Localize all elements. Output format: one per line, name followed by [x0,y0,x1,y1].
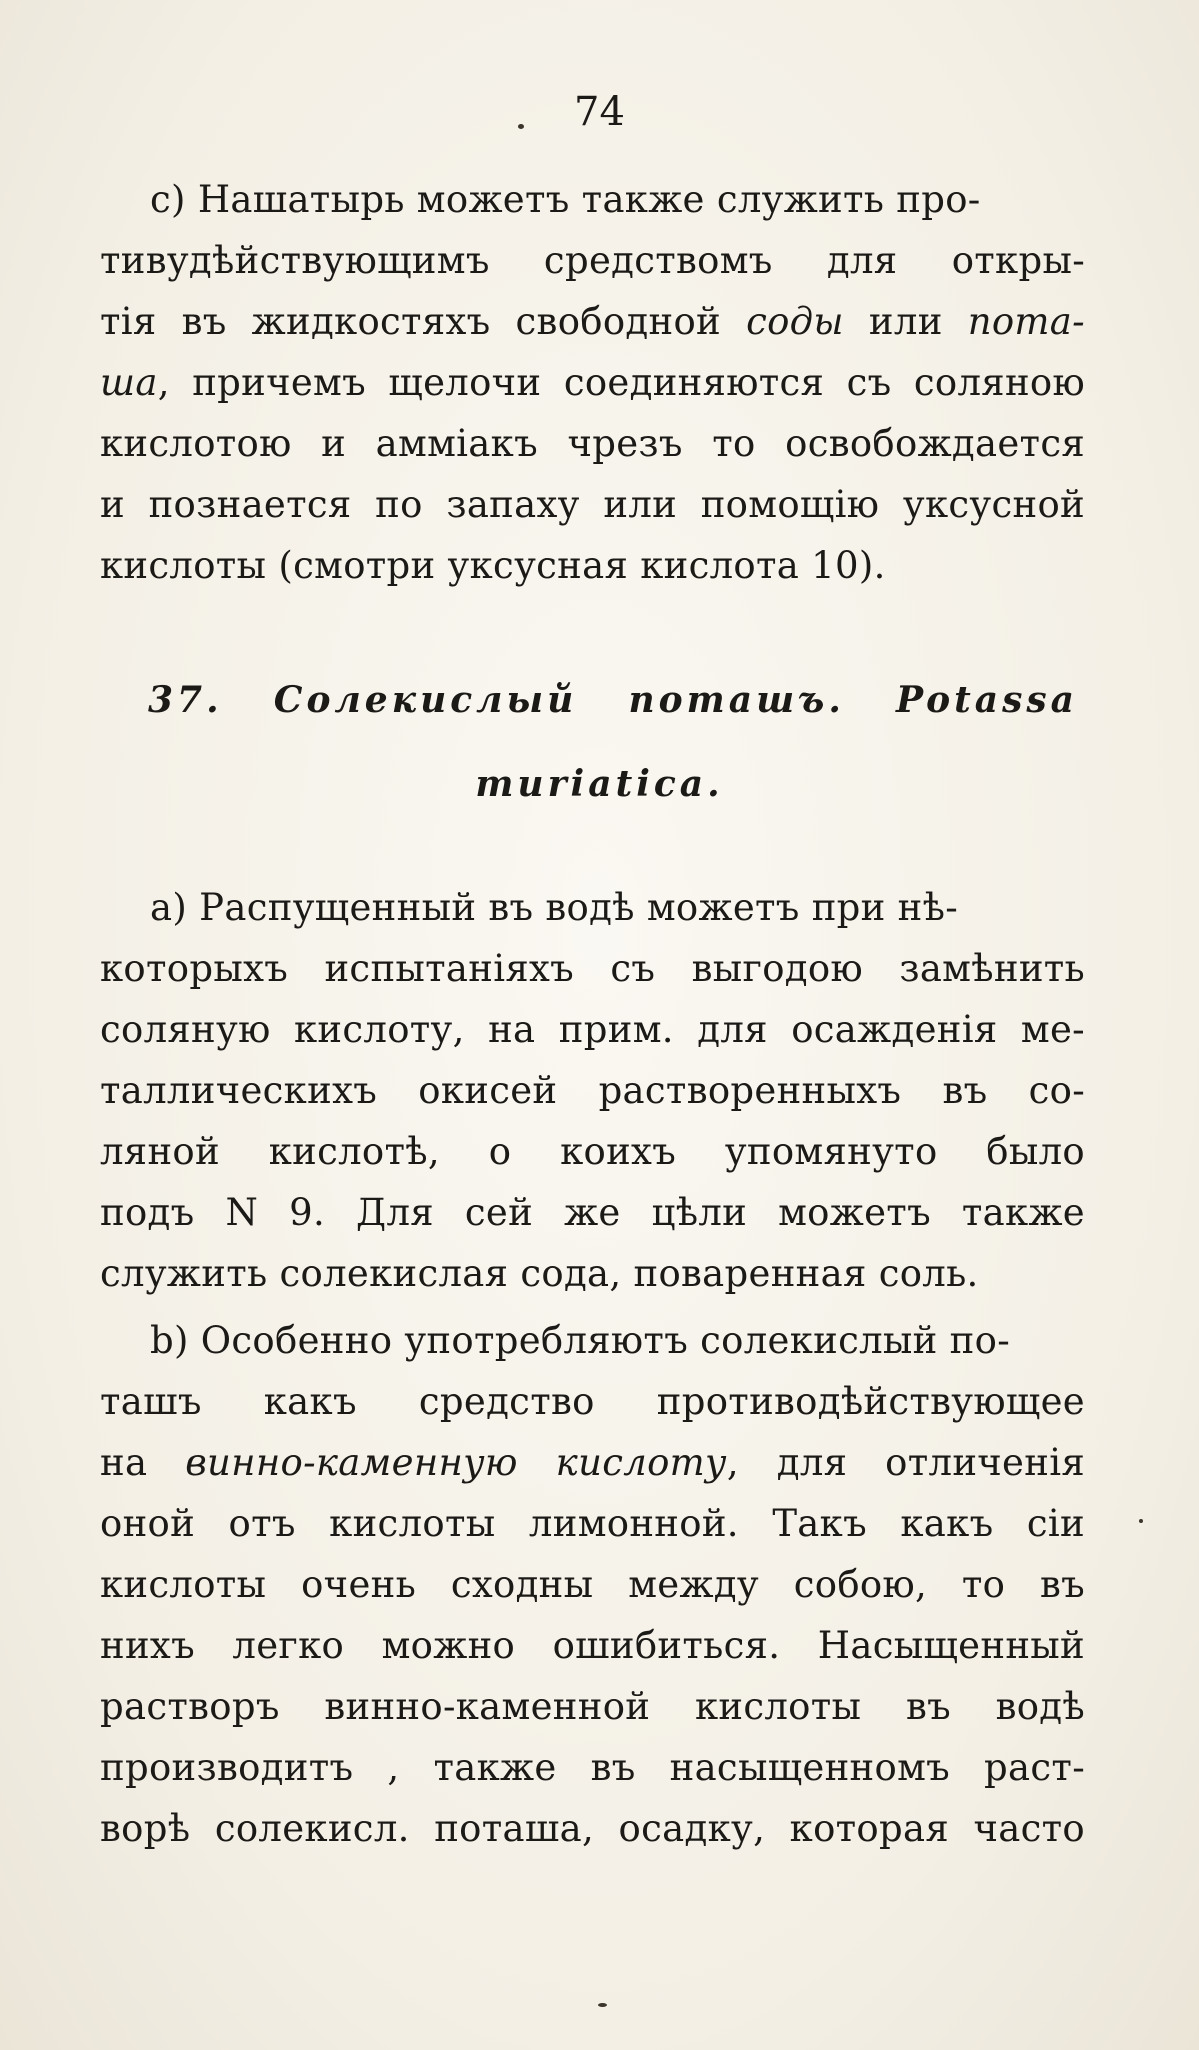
text-line [100,231,1085,291]
text-run: которыхъ испытаніяхъ съ выгодою замѣнить [100,947,1085,990]
text-line [100,1061,1085,1121]
text-run: и познается по запаху или помощію уксусной [100,483,1085,526]
text-line [100,1183,1085,1243]
text-line [100,1122,1085,1182]
text-run: подъ N 9. Для сей же цѣли можетъ также [100,1191,1085,1234]
section-heading: 37. Солекислый поташъ. Potassa [148,679,1078,721]
text-line [100,1677,1085,1737]
text-line [100,1433,1085,1493]
italic-term: соды [746,300,844,343]
text-run: , причемъ щелочи соединяются съ соляною [157,361,1085,404]
text-line [100,292,1085,352]
text-run: на [100,1441,186,1484]
text-line [100,1000,1085,1060]
text-line [100,414,1085,474]
text-run: кислоты (смотри уксусная кислота 10). [100,544,886,587]
text-line [100,1738,1085,1798]
text-run: c) Нашатырь можетъ также служить про- [150,178,981,221]
text-run: тивудѣйствующимъ средствомъ для откры- [100,239,1085,282]
text-run: ташъ какъ средство противодѣйствующее [100,1380,1085,1423]
text-line [100,353,1085,413]
ink-speck [1139,1519,1143,1523]
ink-speck [598,2003,607,2007]
text-line [100,1372,1085,1432]
text-run: тія въ жидкостяхъ свободной [100,300,747,343]
text-run: таллическихъ окисей растворенныхъ въ со- [100,1069,1085,1112]
text-run: соляную кислоту, на прим. для осажденія ме- [100,1008,1085,1051]
text-run: растворъ винно-каменной кислоты въ водѣ [100,1685,1085,1728]
text-line [100,1799,1085,1859]
text-line [150,1311,1085,1371]
text-run: нихъ легко можно ошибиться. Насыщенный [100,1624,1085,1667]
text-line [100,1616,1085,1676]
section-heading-latin: muriatica. [475,763,724,805]
italic-term: ша [100,361,158,404]
text-run: кислотою и амміакъ чрезъ то освобождается [100,422,1085,465]
text-line [100,1244,1085,1304]
text-run: b) Особенно употребляютъ солекислый по- [150,1319,1011,1362]
text-line [100,1494,1085,1554]
text-run: ворѣ солекисл. поташа, осадку, которая часто [100,1807,1085,1850]
ink-speck [518,124,524,129]
text-run: оной отъ кислоты лимонной. Такъ какъ сіи [100,1502,1085,1545]
text-run: служить солекислая сода, поваренная соль. [100,1252,979,1295]
text-run: или [843,300,968,343]
page-number: 74 [574,89,625,135]
text-line [100,1555,1085,1615]
text-line [100,475,1085,535]
text-run: ляной кислотѣ, о коихъ упомянуто было [100,1130,1085,1173]
text-line [150,878,1085,938]
text-run: производитъ , также въ насыщенномъ раст- [100,1746,1085,1789]
italic-term: винно-каменную кислоту [185,1441,727,1484]
text-line [100,536,1085,596]
text-line [100,939,1085,999]
text-line [150,170,1085,230]
text-run: a) Распущенный въ водѣ можетъ при нѣ- [150,886,959,929]
text-run: кислоты очень сходны между собою, то въ [100,1563,1085,1606]
italic-term: пота- [967,300,1085,343]
text-run: , для отличенія [726,1441,1085,1484]
